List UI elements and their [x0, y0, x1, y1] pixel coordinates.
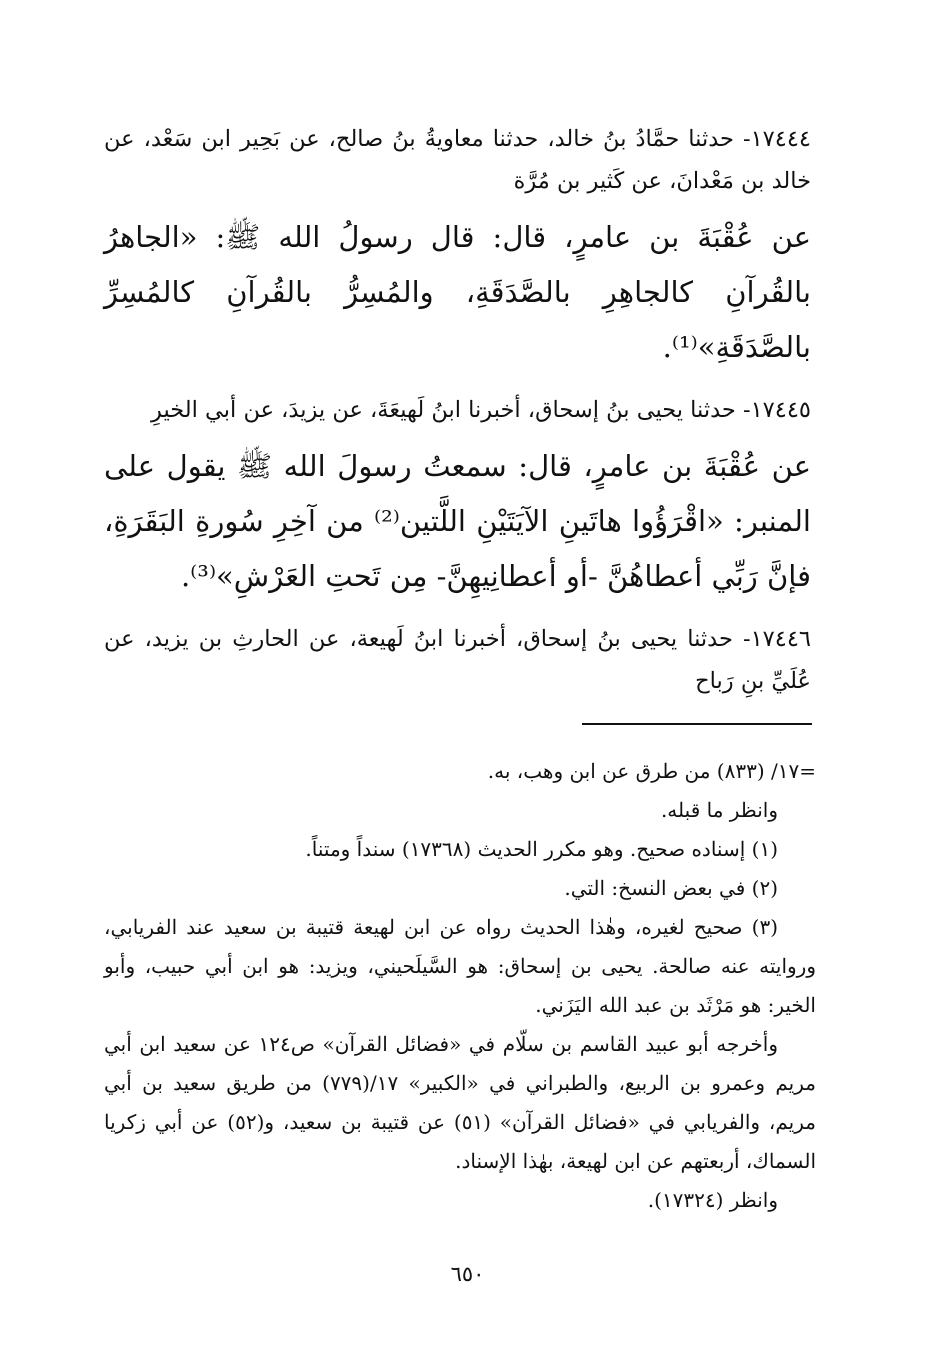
footnote-1: (١) إسناده صحيح. وهو مكرر الحديث (١٧٣٦٨) سنداً ومتناً.: [305, 837, 778, 861]
hadith-isnad-17446: ١٧٤٤٦- حدثنا يحيى بنُ إسحاق، أخبرنا ابنُ لَهيعة، عن الحارثِ بن يزيد، عن عُلَيِّ بنِ رَباح: [104, 626, 811, 694]
hadith-isnad-17444: ١٧٤٤٤- حدثنا حمَّادُ بنُ خالد، حدثنا معاويةُ بنُ صالح، عن بَحِير ابن سَعْد، عن خالد بن مَعْدانَ، عن كَثير بن مُرَّة: [104, 126, 811, 194]
footnote-3-see-also: وانظر (١٧٣٢٤).: [647, 1188, 778, 1212]
footnote-separator: [582, 723, 812, 725]
footnotes: [104, 752, 816, 1220]
main-text: [104, 118, 811, 710]
footnote-continuation: =١٧/ (٨٣٣) من طرق عن ابن وهب، به.: [487, 759, 816, 783]
footnote-3: (٣) صحيح لغيره، وهٰذا الحديث رواه عن ابن لهيعة قتيبة بن سعيد عند الفريابي، وروايته عنه صالحة. يحيى بن إسحاق: هو السَّيلَحيني، ويزيد: هو ابن أبي حبيب، وأبو الخير: هو مَرْثَد بن عبد الله اليَزَني.: [104, 915, 816, 1017]
footnote-see-previous: وانظر ما قبله.: [660, 798, 778, 822]
footnote-3-takhrij: وأخرجه أبو عبيد القاسم بن سلّام في «فضائل القرآن» ص١٢٤ عن سعيد ابن أبي مريم وعمرو بن الربيع، والطبراني في «الكبير» ١٧/(٧٧٩) من طريق سعيد بن أبي مريم، والفريابي في «فضائل القرآن» (٥١) عن قتيبة بن سعيد، و(٥٢) عن أبي زكريا السماك، أربعتهم عن ابن لهيعة، بهٰذا الإسناد.: [104, 1032, 816, 1173]
hadith-matn-17445: عن عُقْبَةَ بن عامرٍ، قال: سمعتُ رسولَ الله ﷺ يقول على المنبر: «اقْرَؤُوا هاتَينِ الآيَتَيْنِ اللَّتين⁽²⁾ من آخِرِ سُورةِ البَقَرَةِ، فإنَّ رَبِّي أعطاهُنَّ -أو أعطانِيهِنَّ- مِن تَحتِ العَرْشِ»⁽³⁾.: [104, 449, 811, 593]
footnote-2: (٢) في بعض النسخ: التي.: [564, 876, 778, 900]
hadith-isnad-17445: ١٧٤٤٥- حدثنا يحيى بنُ إسحاق، أخبرنا ابنُ لَهيعَةَ، عن يزيدَ، عن أبي الخيرِ: [151, 397, 811, 423]
hadith-matn-17444: عن عُقْبَةَ بن عامرٍ، قال: قال رسولُ الله ﷺ: «الجاهرُ بالقُرآنِ كالجاهِرِ بالصَّدَقَةِ، والمُسِرُّ بالقُرآنِ كالمُسِرِّ بالصَّدَقَةِ»⁽¹⁾.: [104, 220, 811, 364]
page-number: ٦٥٠: [450, 1262, 485, 1286]
